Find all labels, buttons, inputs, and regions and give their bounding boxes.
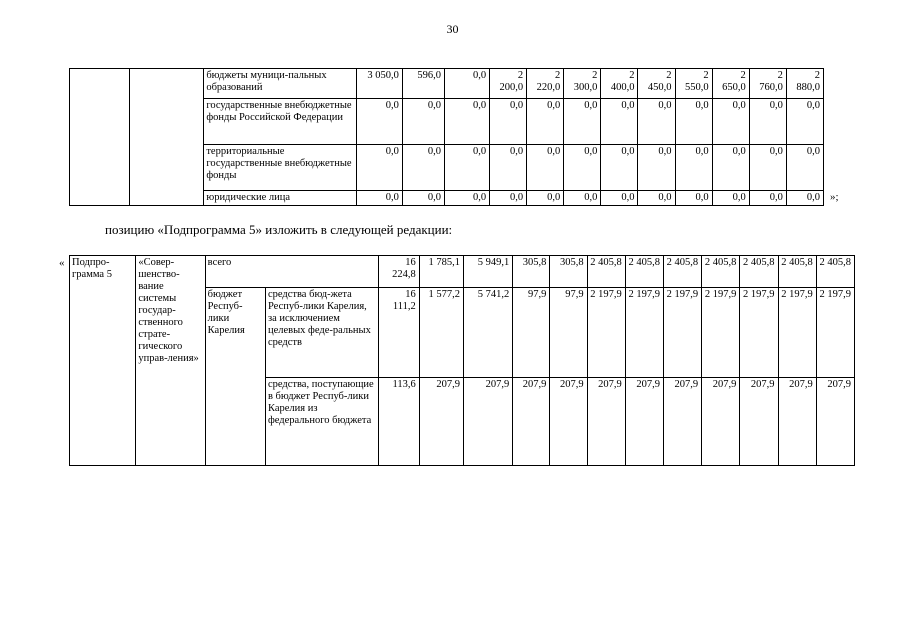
page-number: 30 [446, 22, 459, 36]
source-label: государственные внебюджетные фонды Российской Федерации [204, 99, 356, 145]
value-cell: 0,0 [356, 99, 402, 145]
subprogram-5-table [69, 255, 855, 466]
value-cell: 2 300,0 [564, 69, 601, 99]
value-cell: 2 200,0 [490, 69, 527, 99]
value-cell: 305,8 [550, 256, 587, 288]
value-cell: 97,9 [513, 288, 550, 378]
value-cell: 0,0 [638, 145, 675, 191]
value-cell: 0,0 [490, 191, 527, 206]
value-cell: 596,0 [402, 69, 444, 99]
value-cell: 2 197,9 [587, 288, 625, 378]
value-cell: 0,0 [749, 191, 786, 206]
value-cell: 0,0 [638, 191, 675, 206]
value-cell: 0,0 [402, 145, 444, 191]
value-cell: 5 949,1 [463, 256, 512, 288]
value-cell: 0,0 [490, 99, 527, 145]
table-row [70, 256, 855, 288]
value-cell: 97,9 [550, 288, 587, 378]
value-cell: 0,0 [444, 99, 489, 145]
value-cell: 0,0 [712, 145, 749, 191]
value-cell: 113,6 [378, 378, 419, 466]
value-cell: 0,0 [444, 191, 489, 206]
value-cell: 207,9 [625, 378, 663, 466]
value-cell: 2 405,8 [778, 256, 816, 288]
value-cell: 3 050,0 [356, 69, 402, 99]
value-cell: 0,0 [786, 191, 823, 206]
value-cell: 0,0 [675, 99, 712, 145]
value-cell: 207,9 [513, 378, 550, 466]
budget-label: бюджет Респуб-лики Карелия [205, 288, 265, 466]
value-cell: 2 760,0 [749, 69, 786, 99]
value-cell: 0,0 [402, 191, 444, 206]
value-cell: 2 197,9 [625, 288, 663, 378]
value-cell: 0,0 [786, 99, 823, 145]
source-label: бюджеты муници-пальных образований [204, 69, 356, 99]
status-cell: Подпро-грамма 5 [70, 256, 136, 466]
value-cell: 2 197,9 [816, 288, 854, 378]
value-cell: 0,0 [675, 191, 712, 206]
name-cell-empty [130, 69, 204, 206]
value-cell: 0,0 [356, 145, 402, 191]
value-cell: 2 880,0 [786, 69, 823, 99]
status-cell-empty [70, 69, 130, 206]
value-cell: 0,0 [749, 99, 786, 145]
value-cell: 0,0 [444, 145, 489, 191]
value-cell: 0,0 [638, 99, 675, 145]
value-cell: 207,9 [463, 378, 512, 466]
value-cell: 207,9 [587, 378, 625, 466]
value-cell: 0,0 [786, 145, 823, 191]
value-cell: 0,0 [356, 191, 402, 206]
instruction-paragraph: позицию «Подпрограмма 5» изложить в следующей редакции: [105, 222, 453, 237]
value-cell: 0,0 [601, 191, 638, 206]
value-cell: 1 577,2 [419, 288, 463, 378]
value-cell: 2 197,9 [740, 288, 778, 378]
value-cell: 207,9 [778, 378, 816, 466]
value-cell: 2 405,8 [587, 256, 625, 288]
value-cell: 2 197,9 [702, 288, 740, 378]
value-cell: 207,9 [740, 378, 778, 466]
value-cell: 0,0 [601, 99, 638, 145]
value-cell: 0,0 [444, 69, 489, 99]
value-cell: 2 550,0 [675, 69, 712, 99]
value-cell: 2 650,0 [712, 69, 749, 99]
value-cell: 0,0 [527, 191, 564, 206]
opening-quote: « [59, 257, 65, 269]
value-cell: 2 450,0 [638, 69, 675, 99]
value-cell: 0,0 [712, 191, 749, 206]
value-cell: 1 785,1 [419, 256, 463, 288]
value-cell: 0,0 [712, 99, 749, 145]
value-cell: 0,0 [527, 145, 564, 191]
source-label: средства, поступающие в бюджет Респуб-лики Карелия из федерального бюджета [265, 378, 378, 466]
value-cell: 0,0 [527, 99, 564, 145]
value-cell: 16 111,2 [378, 288, 419, 378]
value-cell: 0,0 [675, 145, 712, 191]
value-cell: 207,9 [419, 378, 463, 466]
value-cell: 207,9 [550, 378, 587, 466]
value-cell: 0,0 [564, 191, 601, 206]
value-cell: 207,9 [663, 378, 701, 466]
source-label: юридические лица [204, 191, 356, 206]
value-cell: 305,8 [513, 256, 550, 288]
value-cell: 2 405,8 [740, 256, 778, 288]
value-cell: 0,0 [749, 145, 786, 191]
value-cell: 5 741,2 [463, 288, 512, 378]
value-cell: 0,0 [564, 145, 601, 191]
value-cell: 0,0 [601, 145, 638, 191]
value-cell: 0,0 [490, 145, 527, 191]
value-cell: 207,9 [702, 378, 740, 466]
value-cell: 2 197,9 [778, 288, 816, 378]
source-label: территориальные государственные внебюджетные фонды [204, 145, 356, 191]
value-cell: 0,0 [402, 99, 444, 145]
value-cell: 207,9 [816, 378, 854, 466]
value-cell: 2 405,8 [663, 256, 701, 288]
table-row [70, 69, 824, 99]
funding-table-continuation [69, 68, 824, 206]
source-label: средства бюд-жета Респуб-лики Карелия, за исключением целевых феде-ральных средств [265, 288, 378, 378]
value-cell: 2 405,8 [625, 256, 663, 288]
closing-quote: »; [830, 191, 839, 203]
value-cell: 16 224,8 [378, 256, 419, 288]
value-cell: 2 405,8 [816, 256, 854, 288]
value-cell: 2 400,0 [601, 69, 638, 99]
value-cell: 2 405,8 [702, 256, 740, 288]
subprogram-name: «Совер-шенство-вание системы государ-ственного страте-гического управ-ления» [136, 256, 205, 466]
value-cell: 2 197,9 [663, 288, 701, 378]
value-cell: 0,0 [564, 99, 601, 145]
total-label: всего [205, 256, 378, 288]
value-cell: 2 220,0 [527, 69, 564, 99]
